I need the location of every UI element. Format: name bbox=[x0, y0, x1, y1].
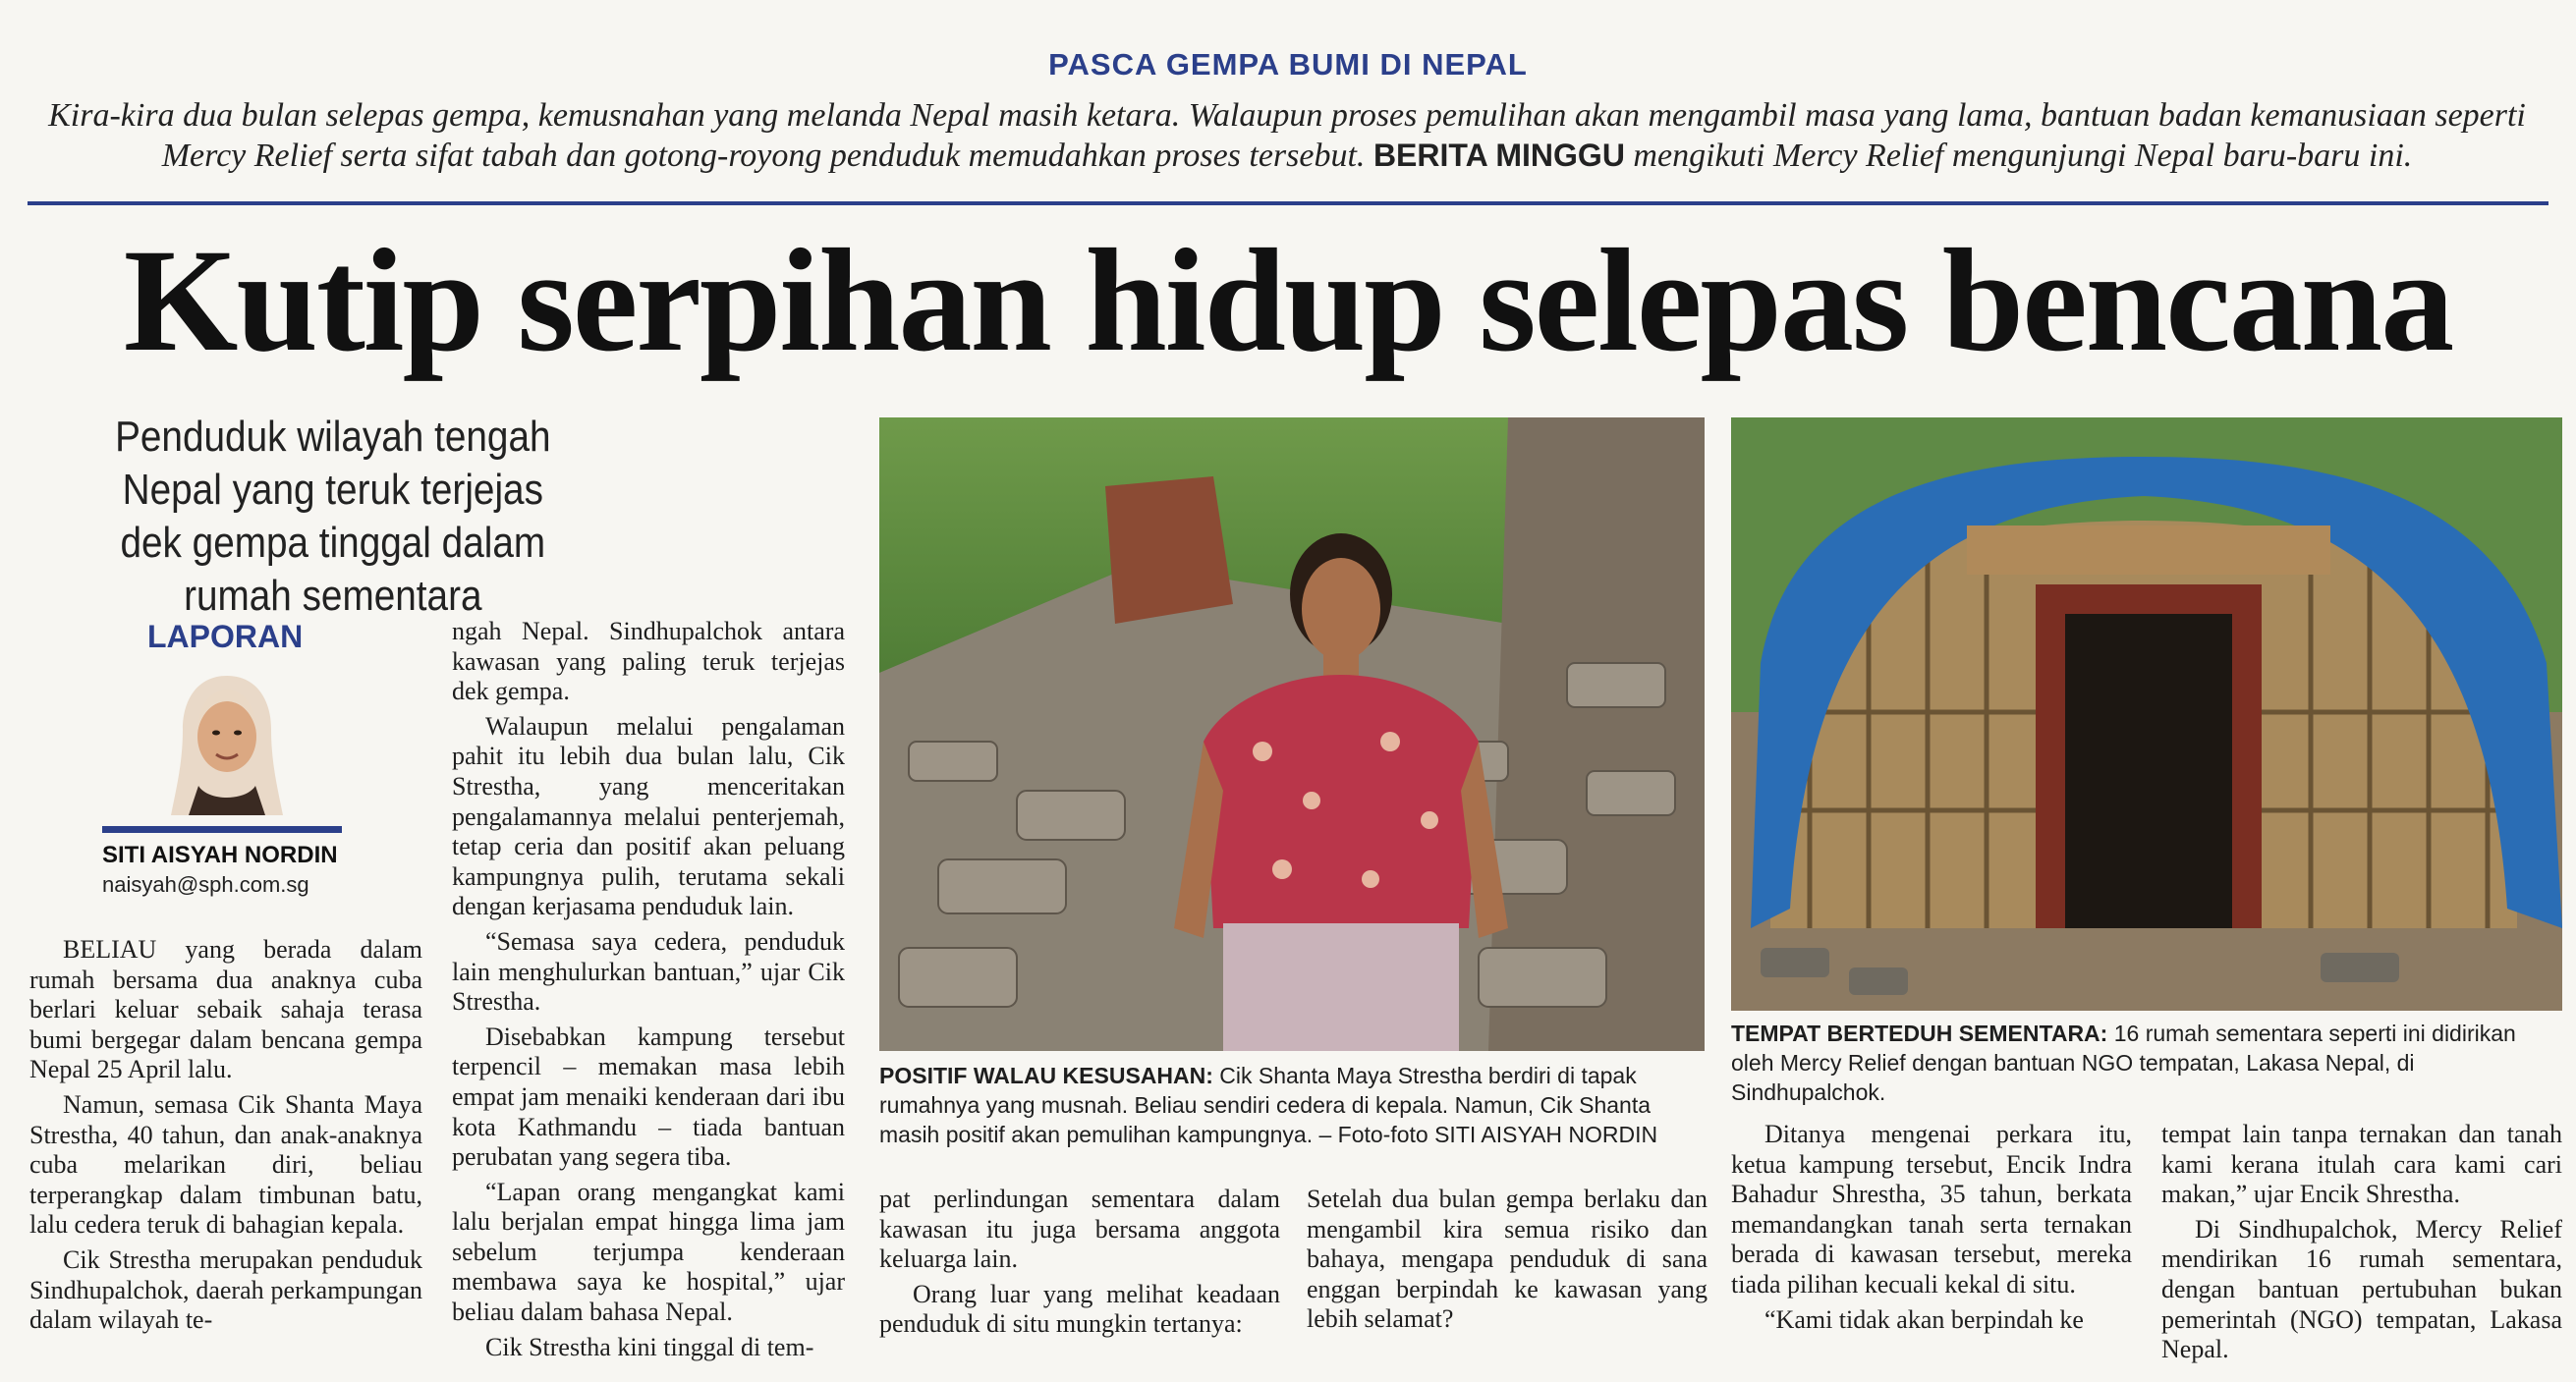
paragraph: Orang luar yang melihat keadaan penduduk di situ mungkin tertanya: bbox=[879, 1279, 1280, 1339]
paragraph: “Semasa saya cedera, penduduk lain menghulurkan bantuan,” ujar Cik Strestha. bbox=[452, 926, 845, 1017]
caption-text: Cik Shanta Maya Strestha berdiri di tapak rumahnya yang musnah. Beliau sendiri cedera di kepala. Namun, Cik Shanta masih positif akan pemulihan kampungnya. – Foto-foto SITI AISYAH NORDIN bbox=[879, 1063, 1658, 1147]
body-column-4 bbox=[1307, 1185, 1708, 1342]
paragraph: Disebabkan kampung tersebut terpencil – memakan masa lebih empat jam menaiki kenderaan dari ibu kota Kathmandu – tiada bantuan perubatan yang segera tiba. bbox=[452, 1022, 845, 1172]
paragraph: Di Sindhupalchok, Mercy Relief mendirikan 16 rumah sementara, dengan bantuan pertubuhan bukan pemerintah (NGO) tempatan, Lakasa Nepal. bbox=[2161, 1214, 2562, 1364]
byline-email[interactable]: naisyah@sph.com.sg bbox=[102, 872, 309, 897]
byline-label: LAPORAN bbox=[147, 619, 304, 654]
reporter-avatar bbox=[169, 668, 285, 815]
intro-standfirst bbox=[39, 96, 2535, 176]
publication-name: BERITA MINGGU bbox=[1372, 138, 1625, 173]
section-kicker: PASCA GEMPA BUMI DI NEPAL bbox=[1048, 47, 1528, 82]
deck-subheadline: Penduduk wilayah tengah Nepal yang teruk terjejas dek gempa tinggal dalam rumah sementara bbox=[115, 413, 551, 620]
paragraph: Walaupun melalui pengalaman pahit itu lebih dua bulan lalu, Cik Strestha, yang menceritakan pengalamannya melalui penterjemah, tetap ceria dan positif akan peluang kampungnya pulih, terutama sekali dengan kerjasama penduduk lain. bbox=[452, 711, 845, 921]
paragraph: “Lapan orang mengangkat kami lalu berjalan empat hingga lima jam sebelum terjumpa kenderaan membawa saya ke hospital,” ujar beliau dalam bahasa Nepal. bbox=[452, 1177, 845, 1327]
paragraph: BELIAU yang berada dalam rumah bersama dua anaknya cuba berlari keluar sebaik sahaja terasa bumi bergegar dalam bencana gempa Nepal 25 April lalu. bbox=[29, 935, 422, 1084]
caption-text: 16 rumah sementara seperti ini didirikan oleh Mercy Relief dengan bantuan NGO tempatan, Lakasa Nepal, di Sindhupalchok. bbox=[1731, 1021, 2516, 1105]
photo-caption-2 bbox=[1731, 1019, 2562, 1107]
paragraph-continued: Setelah dua bulan gempa berlaku dan mengambil kira semua risiko dan bahaya, mengapa penduduk di sana enggan berpindah ke kawasan yang lebih selamat? bbox=[1307, 1185, 1708, 1334]
photo-temporary-shelter bbox=[1731, 417, 2562, 1011]
body-column-2 bbox=[452, 617, 845, 1361]
caption-label: POSITIF WALAU KESUSAHAN: bbox=[879, 1063, 1213, 1088]
headline: Kutip serpihan hidup selepas bencana bbox=[123, 219, 2453, 382]
photo-caption-1 bbox=[879, 1061, 1705, 1149]
intro-text: Kira-kira dua bulan selepas gempa, kemusnahan yang melanda Nepal masih ketara. Walaupun proses pemulihan akan mengambil masa yang lama, bantuan badan kemanusiaan seperti Mercy Relief serta sifat tabah dan gotong-royong penduduk memudahkan proses tersebut. bbox=[48, 97, 2526, 174]
paragraph-continued: ngah Nepal. Sindhupalchok antara kawasan yang paling teruk terjejas dek gempa. bbox=[452, 617, 845, 706]
body-column-5 bbox=[1731, 1120, 2132, 1355]
paragraph: Cik Strestha merupakan penduduk Sindhupalchok, daerah perkampungan dalam wilayah te- bbox=[29, 1244, 422, 1335]
photo-woman-at-ruins bbox=[879, 417, 1705, 1051]
paragraph-continued: tempat lain tanpa ternakan dan tanah kami kerana itulah cara kami cari makan,” ujar Encik Shrestha. bbox=[2161, 1120, 2562, 1209]
byline-name: SITI AISYAH NORDIN bbox=[102, 842, 338, 868]
paragraph-continued: pat perlindungan sementara dalam kawasan itu juga bersama anggota keluarga lain. bbox=[879, 1185, 1280, 1274]
body-column-1 bbox=[29, 935, 422, 1367]
body-column-3 bbox=[879, 1185, 1280, 1342]
paragraph: Ditanya mengenai perkara itu, ketua kampung tersebut, Encik Indra Bahadur Shrestha, 35 tahun, berkata memandangkan tanah serta ternakan berada di kawasan tersebut, mereka tiada pilihan kecuali kekal di situ. bbox=[1731, 1120, 2132, 1299]
paragraph: Cik Strestha kini tinggal di tem- bbox=[485, 1332, 814, 1361]
paragraph: “Kami tidak akan berpindah ke bbox=[1764, 1304, 2084, 1334]
intro-tail: mengikuti Mercy Relief mengunjungi Nepal baru-baru ini. bbox=[1633, 138, 2413, 174]
top-rule bbox=[28, 201, 2548, 205]
caption-label: TEMPAT BERTEDUH SEMENTARA: bbox=[1731, 1021, 2108, 1046]
body-column-6 bbox=[2161, 1120, 2562, 1364]
byline-bar bbox=[102, 826, 342, 833]
paragraph: Namun, semasa Cik Shanta Maya Strestha, 40 tahun, dan anak-anaknya cuba melarikan diri, beliau terperangkap dalam timbunan batu, lalu cedera teruk di bahagian kepala. bbox=[29, 1089, 422, 1240]
